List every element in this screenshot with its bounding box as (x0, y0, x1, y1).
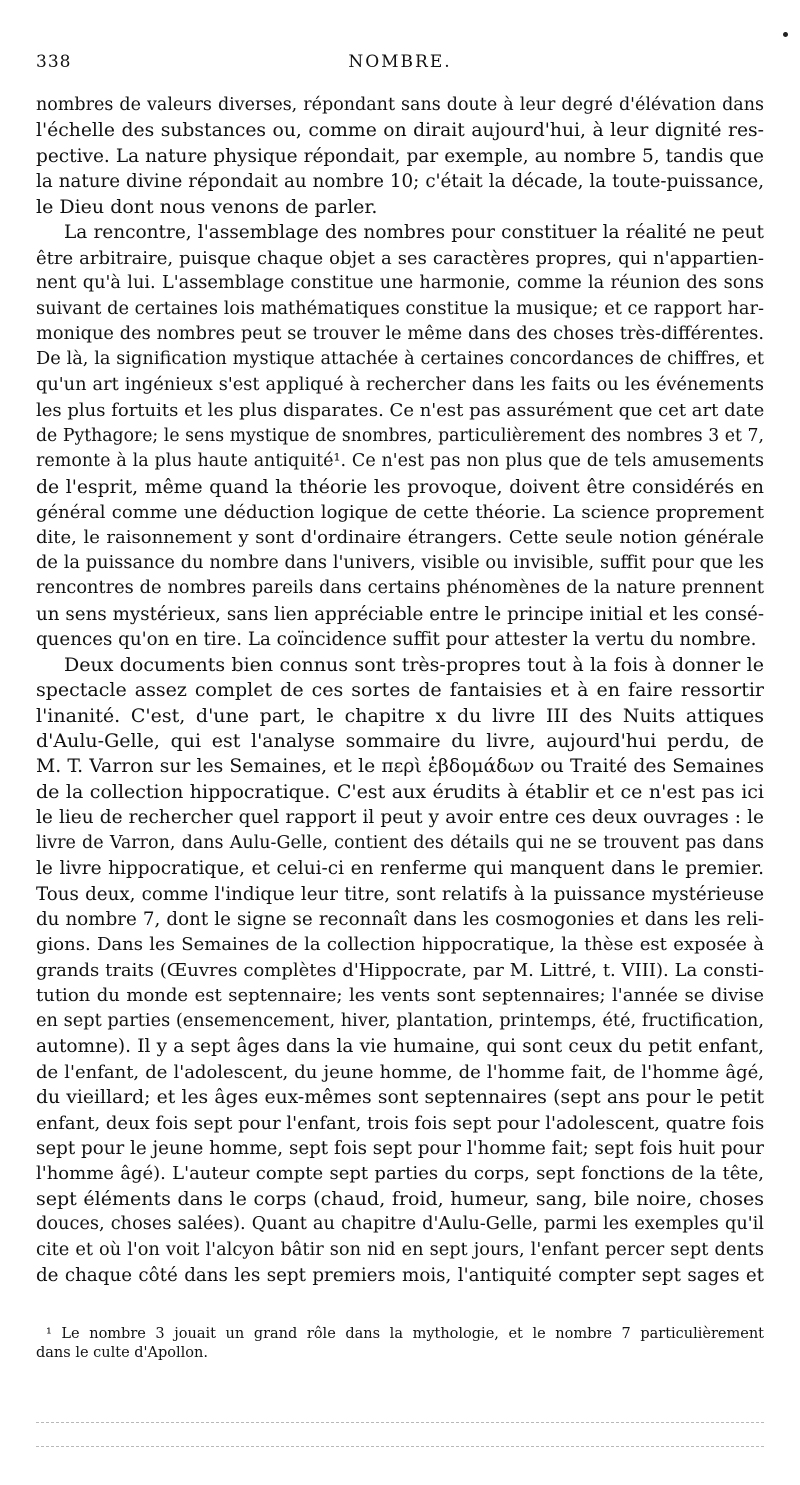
text-line: grands traits (Œuvres complètes d'Hippocrate, par M. Littré, t. VIII). La consti- (36, 959, 764, 981)
text-line: de Pythagore; le sens mystique de snombres, particulièrement des nombres 3 et 7, (36, 425, 764, 446)
text-line: un sens mystérieux, sans lien appréciable entre le principe initial et les consé- (36, 603, 764, 625)
text-line: monique des nombres peut se trouver le même dans des choses très-différentes. (36, 323, 764, 344)
text-line: dite, le raisonnement y sont d'ordinaire étrangers. Cette seule notion générale (36, 527, 764, 549)
footnote-line: ¹ Le nombre 3 jouait un grand rôle dans la mythologie, et le nombre 7 particulièrement (46, 1326, 764, 1342)
text-line: être arbitraire, puisque chaque objet a ses caractères propres, qui n'appartien- (36, 247, 764, 269)
running-head (36, 52, 764, 76)
text-line: spectacle assez complet de ces sortes de fantaisies et à en faire ressortir (36, 679, 764, 702)
text-line: De là, la signification mystique attachée à certaines concordances de chiffres, et (36, 349, 764, 370)
text-line: M. T. Varron sur les Semaines, et le περὶ ἑβδομάδων ou Traité des Semaines (36, 756, 764, 778)
text-line: sept pour le jeune homme, sept fois sept pour l'homme fait; sept fois huit pour (36, 1137, 764, 1159)
text-line: remonte à la plus haute antiquité¹. Ce n'est pas non plus que de tels amusements (36, 451, 764, 472)
page-number: 338 (36, 52, 72, 72)
text-line: qu'un art ingénieux s'est appliqué à rechercher dans les faits ou les événements (36, 374, 764, 395)
text-line: l'inanité. C'est, d'une part, le chapitre x du livre III des Nuits attiques (36, 704, 764, 727)
text-line: douces, choses salées). Quant au chapitre d'Aulu-Gelle, parmi les exemples qu'il (36, 1214, 764, 1235)
text-line: de la collection hippocratique. C'est aux érudits à établir et ce n'est pas ici (36, 780, 764, 803)
paragraph-start-line: La rencontre, l'assemblage des nombres pour constituer la réalité ne peut (64, 222, 764, 244)
ink-speck (783, 32, 788, 37)
running-title: NOMBRE. (348, 52, 452, 72)
text-line: suivant de certaines lois mathématiques constitue la musique; et ce rapport har- (36, 298, 764, 319)
body-text (36, 93, 764, 1289)
bleed-through-line (36, 1422, 764, 1423)
paragraph-start-line: Deux documents bien connus sont très-propres tout à la fois à donner le (64, 653, 764, 676)
text-line: pective. La nature physique répondait, par exemple, au nombre 5, tandis que (36, 145, 764, 167)
text-line: livre de Varron, dans Aulu-Gelle, contient des détails qui ne se trouvent pas dans (36, 832, 764, 853)
bleed-through-line (36, 1446, 764, 1447)
text-line: Tous deux, comme l'indique leur titre, sont relatifs à la puissance mystérieuse (36, 883, 764, 905)
text-line: le livre hippocratique, et celui-ci en renferme qui manquent dans le premier. (36, 858, 764, 880)
text-line: l'échelle des substances ou, comme on dirait aujourd'hui, à leur dignité res- (36, 120, 764, 142)
text-line: nombres de valeurs diverses, répondant sans doute à leur degré d'élévation dans (36, 95, 764, 115)
footnote-line: dans le culte d'Apollon. (36, 1345, 208, 1361)
text-line: de la puissance du nombre dans l'univers, visible ou invisible, suffit pour que les (36, 552, 764, 573)
text-line: de l'enfant, de l'adolescent, du jeune homme, de l'homme fait, de l'homme âgé, (36, 1061, 764, 1083)
text-line: le lieu de rechercher quel rapport il peut y avoir entre ces deux ouvrages : le (36, 807, 764, 829)
text-line: tution du monde est septennaire; les vents sont septennaires; l'année se divise (36, 985, 764, 1007)
text-line: quences qu'on en tire. La coïncidence suffit pour attester la vertu du nombre. (36, 629, 757, 651)
text-line: nent qu'à lui. L'assemblage constitue une harmonie, comme la réunion des sons (36, 273, 764, 294)
text-line: automne). Il y a sept âges dans la vie humaine, qui sont ceux du petit enfant, (36, 1036, 764, 1058)
text-line: du vieillard; et les âges eux-mêmes sont septennaires (sept ans pour le petit (36, 1087, 764, 1109)
text-line: enfant, deux fois sept pour l'enfant, trois fois sept pour l'adolescent, quatre fois (36, 1112, 765, 1134)
text-line: cite et où l'on voit l'alcyon bâtir son nid en sept jours, l'enfant percer sept dents (36, 1239, 764, 1260)
text-line: général comme une déduction logique de cette théorie. La science proprement (36, 502, 764, 523)
text-line: en sept parties (ensemencement, hiver, plantation, printemps, été, fructification, (36, 1010, 764, 1031)
text-line: de l'esprit, même quand la théorie les provoque, doivent être considérés en (36, 476, 764, 498)
text-line: rencontres de nombres pareils dans certains phénomènes de la nature prennent (36, 578, 764, 599)
text-line: d'Aulu-Gelle, qui est l'analyse sommaire du livre, aujourd'hui perdu, de (36, 729, 764, 752)
text-line: gions. Dans les Semaines de la collection hippocratique, la thèse est exposée à (36, 934, 764, 956)
text-line: la nature divine répondait au nombre 10; c'était la décade, la toute-puissance, (36, 171, 764, 193)
text-line: de chaque côté dans les sept premiers mois, l'antiquité compter sept sages et (36, 1265, 764, 1287)
footnotes (36, 1325, 764, 1363)
text-line: l'homme âgé). L'auteur compte sept parties du corps, sept fonctions de la tête, (36, 1163, 764, 1185)
text-line: les plus fortuits et les plus disparates. Ce n'est pas assurément que cet art date (36, 400, 765, 422)
text-line: le Dieu dont nous venons de parler. (36, 195, 378, 218)
text-line: sept éléments dans le corps (chaud, froid, humeur, sang, bile noire, choses (36, 1187, 764, 1210)
text-line: du nombre 7, dont le signe se reconnaît dans les cosmogonies et dans les reli- (36, 909, 764, 930)
